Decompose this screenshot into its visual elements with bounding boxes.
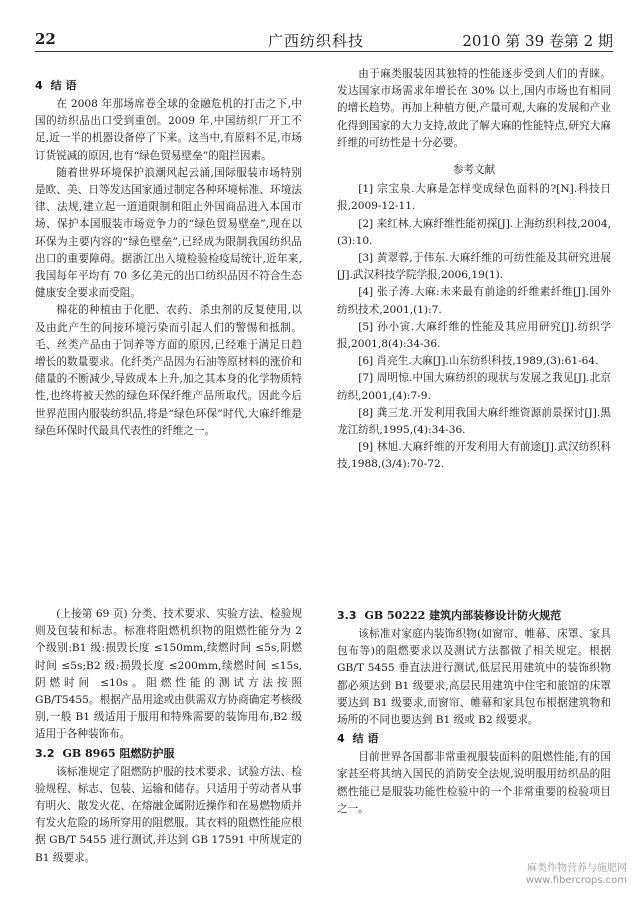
journal-title: 广西纺织科技 [268,32,365,50]
paragraph: 该标准对家庭内装饰织物(如窗帘、帷幕、床罩、家具包布等)的阻燃要求以及测试方法都做了相关规定。根据 GB/T 5455 垂直法进行测试,低层民用建筑中的装饰织物都必须达到 B1 级要求,高层民用建筑中住宅和旅馆的床罩要达到 B1 级要求,而窗帘、帷幕和家具包布根据建筑物和场所的不同也要达到 B1 级或 B2 级要求。 [337,628,611,727]
paragraph: (上接第 69 页) 分类、技术要求、实验方法、检验规则及包装和标志。标准将阻燃机织物的阻燃性能分为 2 个级别:B1 级:损毁长度 ≤150mm,续燃时间 ≤5s,阴燃时间 ≤5s;B2 级:损毁长度 ≤200mm,续燃时间 ≤15s,阴燃时间 ≤10s。阻燃性能的测试方法按照 GB/T5455。根据产品用途或由供需双方协商确定考核级别,一般 B1 级适用于服用和特殊需要的装饰用布,B2 级适用于各种装饰布。 [35,608,302,741]
reference-item: [3] 黄翠蓉,于伟东.大麻纤维的可纺性能及其研究进展[J].武汉科技学院学报,2006,19(1). [337,252,611,282]
reference-item: [7] 周明惊.中国大麻纺织的现状与发展之我见[J].北京纺织,2001,(4):7-9. [337,372,611,402]
reference-item: [5] 孙小寅.大麻纤维的性能及其应用研究[J].纺织学报,2001,8(4):34-36. [337,320,611,351]
page-number: 22 [35,30,56,48]
page-header [0,0,643,48]
reference-item: [8] 龚三龙.开发利用我国大麻纤维资源前景探讨[J].黑龙江纺织,1995,(4):34-36. [337,406,611,437]
references-title: 参考文献 [452,164,496,177]
reference-item: [2] 来红林.大麻纤维性能初探[J].上海纺织科技,2004,(3):10. [337,217,611,247]
header-rule [35,51,613,52]
section-heading-conclusion: 4 结 语 [35,79,77,92]
column-top-right [337,66,611,474]
column-bottom-left [35,606,302,867]
reference-item: [6] 肖亮生.大麻[J].山东纺织科技,1989,(3):61-64. [358,355,599,368]
reference-item: [9] 林旭.大麻纤维的开发利用大有前途[J].武汉纺织科技,1988,(3/4):70-72. [337,441,611,471]
issue-info: 2010 第 39 卷第 2 期 [462,32,613,50]
paragraph: 随着世界环境保护浪潮风起云涌,国际服装市场特别是欧、美、日等发达国家通过制定各种环境标准、环境法律、法规,建立起一道道限制和阻止外国商品进入本国市场、保护本国服装市场竞争力的“绿色贸易壁垒”,现在以环保为主要内容的“绿色壁垒”,已经成为限制我国纺织品出口的重要障碍。据浙江出入境检验检疫局统计,近年来,我国每年平均有 70 多亿美元的出口纺织品因不符合生态健康安全要求而受阻。 [35,166,302,300]
section-heading-3-3: 3.3 GB 50222 建筑内部装修设计防火规范 [337,609,562,622]
column-bottom-right [337,606,611,818]
reference-item: [4] 张子涛.大麻:未来最有前途的纤维素纤维[J].国外纺织技术,2001,(1):7. [337,286,611,316]
section-heading-conclusion: 4 结 语 [337,732,379,746]
column-top-left [35,76,302,440]
reference-item: [1] 宗宝泉.大麻是怎样变成绿色面料的?[N].科技日报,2009-12-11. [337,183,611,213]
paragraph: 目前世界各国都非常重视服装面料的阻燃性能,有的国家甚至将其纳入国民的消防安全法规,说明服用纺织品的阻燃性能已是服装功能性检验中的一个非常重要的检验项目之一。 [337,751,611,815]
paragraph: 在 2008 年那场席卷全球的金融危机的打击之下,中国的纺织品出口受到重创。2009 年,中国纺织厂开工不足,近一半的机器设备停了下来。这当中,有原料不足,市场订货锐减的原因,也有“绿色贸易壁垒”的阻拦因素。 [35,98,302,162]
section-heading-3-2: 3.2 GB 8965 阻燃防护服 [35,746,175,760]
paragraph: 由于麻类服装因其独特的性能逐步受到人们的青睐。发达国家市场需求年增长在 30% 以上,国内市场也有相同的增长趋势。再加上种植方便,产量可观,大麻的发展和产业化得到国家的大力支持,故此了解大麻的性能特点,研究大麻纤维的可纺性是十分必要。 [337,68,611,149]
watermark: 麻类作物营养与施肥网 www.fibercrops.com [525,863,627,886]
paragraph: 该标准规定了阻燃防护服的技术要求、试验方法、检验规程、标志、包装、运输和储存。只适用于劳动者从事有明火、散发火花、在熔融金属附近操作和在易燃物质并有发火危险的场所穿用的阻燃服。其衣料的阻燃性能应根据 GB/T 5455 进行测试,并达到 GB 17591 中所规定的 B1 级要求。 [35,765,302,864]
paragraph: 棉花的种植由于化肥、农药、杀虫剂的反复使用,以及由此产生的间接环境污染而引起人们的警惕和抵制。毛、丝类产品由于饲养等方面的原因,已经难于满足日趋增长的数量要求。化纤类产品因为石油等原材料的涨价和储量的不断减少,导致成本上升,加之其本身的化学物质特性,也终将被天然的绿色环保纤维产品所取代。因此今后世界范围内服装纺织品,将是“绿色环保”时代,大麻纤维是绿色环保时代最具代表性的纤维之一。 [35,304,302,437]
